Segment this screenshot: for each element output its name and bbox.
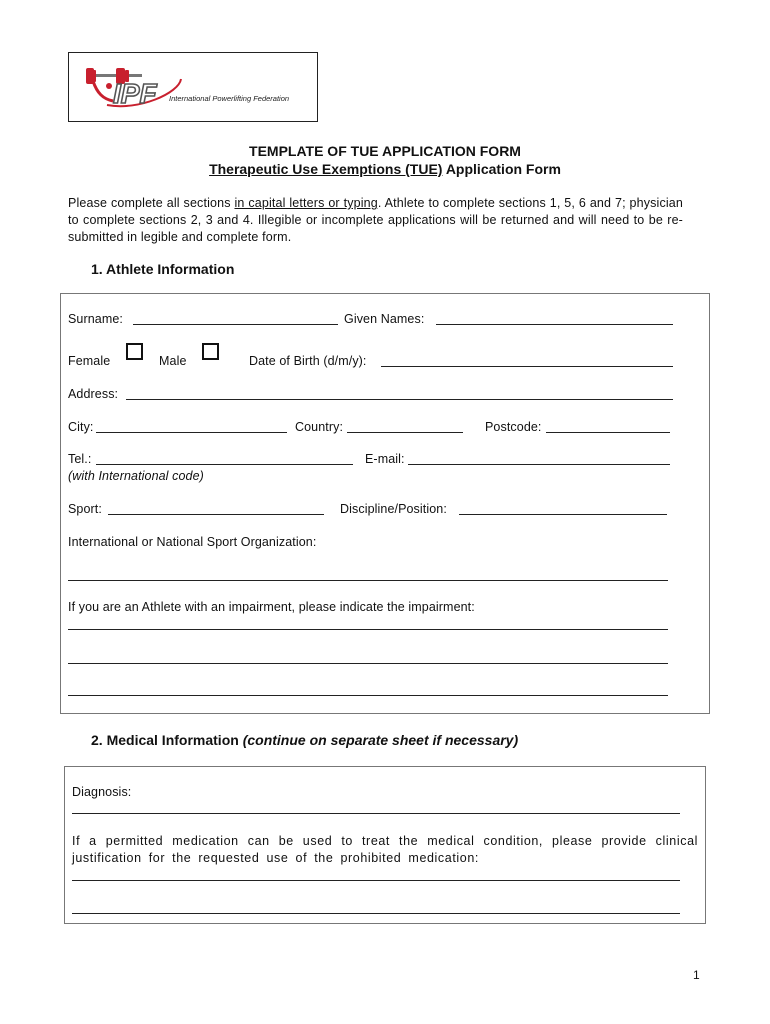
ipf-logo xyxy=(68,52,318,122)
address-label: Address: xyxy=(68,387,119,401)
tel-label: Tel.: xyxy=(68,452,92,466)
impairment-label: If you are an Athlete with an impairment, please indicate the impairment: xyxy=(68,600,475,614)
email-field[interactable] xyxy=(408,464,670,465)
male-checkbox[interactable] xyxy=(202,343,219,360)
justification-field-line-2[interactable] xyxy=(72,913,680,914)
male-label: Male xyxy=(159,354,187,368)
given-names-label: Given Names: xyxy=(344,312,425,326)
intro-text-underlined: in capital letters or typing xyxy=(234,196,378,210)
intro-text-1: Please complete all sections xyxy=(68,196,235,210)
surname-label: Surname: xyxy=(68,312,123,326)
address-field[interactable] xyxy=(126,399,673,400)
city-label: City: xyxy=(68,420,94,434)
impairment-field-line-2[interactable] xyxy=(68,663,668,664)
intro-text-2: . Athlete to complete sections 1, 5, 6 and 7; physician to complete sections 2, 3 and 4. Illegible or incomplete applications will be returned and will need to be re-submitted in legible and complete form. xyxy=(68,196,684,244)
country-field[interactable] xyxy=(347,432,463,433)
instructions-paragraph xyxy=(68,195,683,246)
justification-field-line-1[interactable] xyxy=(72,880,680,881)
tel-note: (with International code) xyxy=(68,469,204,483)
female-label: Female xyxy=(68,354,111,368)
section-2-heading xyxy=(91,732,518,748)
ipf-logo-mark xyxy=(69,53,319,123)
discipline-field[interactable] xyxy=(459,514,667,515)
female-checkbox[interactable] xyxy=(126,343,143,360)
form-subtitle xyxy=(0,161,770,177)
surname-field[interactable] xyxy=(133,324,338,325)
organization-label: International or National Sport Organization: xyxy=(68,535,317,549)
form-title: TEMPLATE OF TUE APPLICATION FORM xyxy=(249,143,521,159)
country-label: Country: xyxy=(295,420,344,434)
discipline-label: Discipline/Position: xyxy=(340,502,447,516)
diagnosis-label: Diagnosis: xyxy=(72,785,132,799)
section-2-heading-text: 2. Medical Information xyxy=(91,732,239,748)
organization-field[interactable] xyxy=(68,580,668,581)
svg-text:IPF: IPF xyxy=(113,78,157,109)
logo-org-name: International Powerlifting Federation xyxy=(169,94,290,103)
impairment-field-line-3[interactable] xyxy=(68,695,668,696)
page-number: 1 xyxy=(693,968,700,982)
dob-label: Date of Birth (d/m/y): xyxy=(249,354,367,368)
sport-field[interactable] xyxy=(108,514,324,515)
tel-field[interactable] xyxy=(96,464,353,465)
impairment-field-line-1[interactable] xyxy=(68,629,668,630)
postcode-label: Postcode: xyxy=(485,420,542,434)
diagnosis-field[interactable] xyxy=(72,813,680,814)
city-field[interactable] xyxy=(96,432,287,433)
postcode-field[interactable] xyxy=(546,432,670,433)
subtitle-underlined: Therapeutic Use Exemptions (TUE) xyxy=(209,161,443,177)
section-1-heading: 1. Athlete Information xyxy=(91,261,235,277)
section-2-heading-note: (continue on separate sheet if necessary) xyxy=(242,732,519,748)
subtitle-rest: Application Form xyxy=(442,161,561,177)
permitted-medication-text: If a permitted medication can be used to treat the medical condition, please provide clinical justification for the requested use of the prohibited medication: xyxy=(72,834,698,865)
dob-field[interactable] xyxy=(381,366,673,367)
email-label: E-mail: xyxy=(365,452,405,466)
sport-label: Sport: xyxy=(68,502,102,516)
given-names-field[interactable] xyxy=(436,324,673,325)
